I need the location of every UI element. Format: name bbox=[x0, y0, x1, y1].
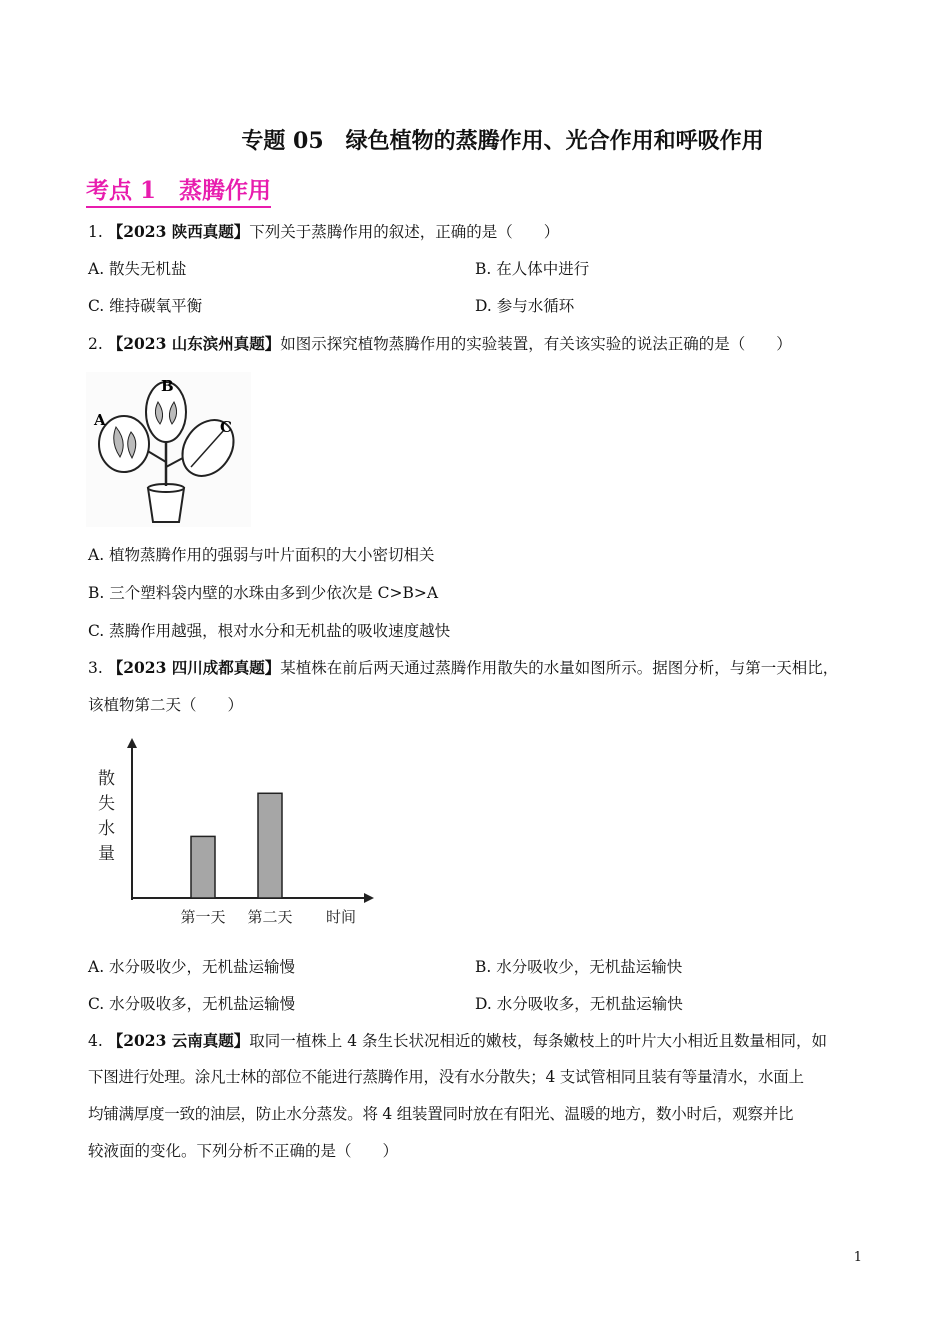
y-axis-arrow bbox=[127, 738, 137, 748]
question-source-tag: 【2023 山东滨州真题】 bbox=[107, 334, 281, 353]
question-stem: 下列关于蒸腾作用的叙述，正确的是（ ） bbox=[249, 223, 560, 241]
question-stem: 取同一植株上 4 条生长状况相近的嫩枝，每条嫩枝上的叶片大小相近且数量相同，如 bbox=[249, 1032, 827, 1050]
x-tick-label: 第二天 bbox=[247, 908, 293, 926]
option-b[interactable]: B. 三个塑料袋内壁的水珠由多到少依次是 C>B>A bbox=[88, 584, 439, 602]
question-number: 4. bbox=[88, 1032, 108, 1050]
figure-label-c: C bbox=[220, 418, 232, 436]
question-number: 2. bbox=[88, 335, 108, 353]
question-source-tag: 【2023 云南真题】 bbox=[107, 1031, 250, 1050]
option-d[interactable]: D. 水分吸收多，无机盐运输快 bbox=[475, 995, 683, 1013]
option-b[interactable]: B. 在人体中进行 bbox=[475, 260, 590, 278]
bar-2 bbox=[258, 793, 282, 898]
question-1 bbox=[88, 222, 559, 242]
option-c[interactable]: C. 水分吸收多，无机盐运输慢 bbox=[88, 995, 296, 1013]
option-d[interactable]: D. 参与水循环 bbox=[475, 297, 575, 315]
option-c[interactable]: C. 蒸腾作用越强，根对水分和无机盐的吸收速度越快 bbox=[88, 622, 451, 640]
question-number: 3. bbox=[88, 659, 108, 677]
question-stem-continued: 下图进行处理。涂凡士林的部位不能进行蒸腾作用，没有水分散失；4 支试管相同且装有等量清水，水面上 bbox=[88, 1068, 804, 1086]
question-source-tag: 【2023 陕西真题】 bbox=[107, 222, 250, 241]
plant-experiment-figure bbox=[86, 372, 251, 527]
x-axis-label: 时间 bbox=[326, 908, 357, 926]
option-a[interactable]: A. 水分吸收少，无机盐运输慢 bbox=[88, 958, 296, 976]
bar-chart bbox=[90, 732, 390, 932]
bar-1 bbox=[191, 836, 215, 898]
section-heading: 考点 1 蒸腾作用 bbox=[86, 172, 271, 208]
question-2 bbox=[88, 334, 792, 354]
y-axis-label-char: 量 bbox=[98, 844, 115, 864]
question-4 bbox=[88, 1031, 827, 1051]
y-axis-label-char: 散 bbox=[98, 769, 115, 789]
option-c[interactable]: C. 维持碳氧平衡 bbox=[88, 297, 203, 315]
question-stem: 如图示探究植物蒸腾作用的实验装置，有关该实验的说法正确的是（ ） bbox=[280, 335, 792, 353]
question-source-tag: 【2023 四川成都真题】 bbox=[107, 658, 281, 677]
option-b[interactable]: B. 水分吸收少，无机盐运输快 bbox=[475, 958, 683, 976]
y-axis-label-char: 水 bbox=[98, 819, 115, 839]
question-stem-continued: 均铺满厚度一致的油层，防止水分蒸发。将 4 组装置同时放在有阳光、温暖的地方，数小时后，观察并比 bbox=[88, 1105, 794, 1123]
x-tick-label: 第一天 bbox=[180, 908, 226, 926]
question-number: 1. bbox=[88, 223, 108, 241]
question-stem-continued: 较液面的变化。下列分析不正确的是（ ） bbox=[88, 1142, 399, 1160]
question-stem: 某植株在前后两天通过蒸腾作用散失的水量如图所示。据图分析，与第一天相比， bbox=[280, 659, 839, 677]
figure-label-a: A bbox=[94, 411, 106, 429]
option-a[interactable]: A. 散失无机盐 bbox=[88, 260, 187, 278]
page-number: 1 bbox=[853, 1250, 862, 1265]
question-stem-continued: 该植物第二天（ ） bbox=[88, 696, 244, 714]
option-a[interactable]: A. 植物蒸腾作用的强弱与叶片面积的大小密切相关 bbox=[88, 546, 435, 564]
question-3 bbox=[88, 658, 838, 678]
page-title: 专题 05 绿色植物的蒸腾作用、光合作用和呼吸作用 bbox=[241, 128, 764, 154]
x-axis-arrow bbox=[364, 893, 374, 903]
y-axis-label-char: 失 bbox=[98, 794, 115, 814]
figure-label-b: B bbox=[161, 377, 174, 395]
